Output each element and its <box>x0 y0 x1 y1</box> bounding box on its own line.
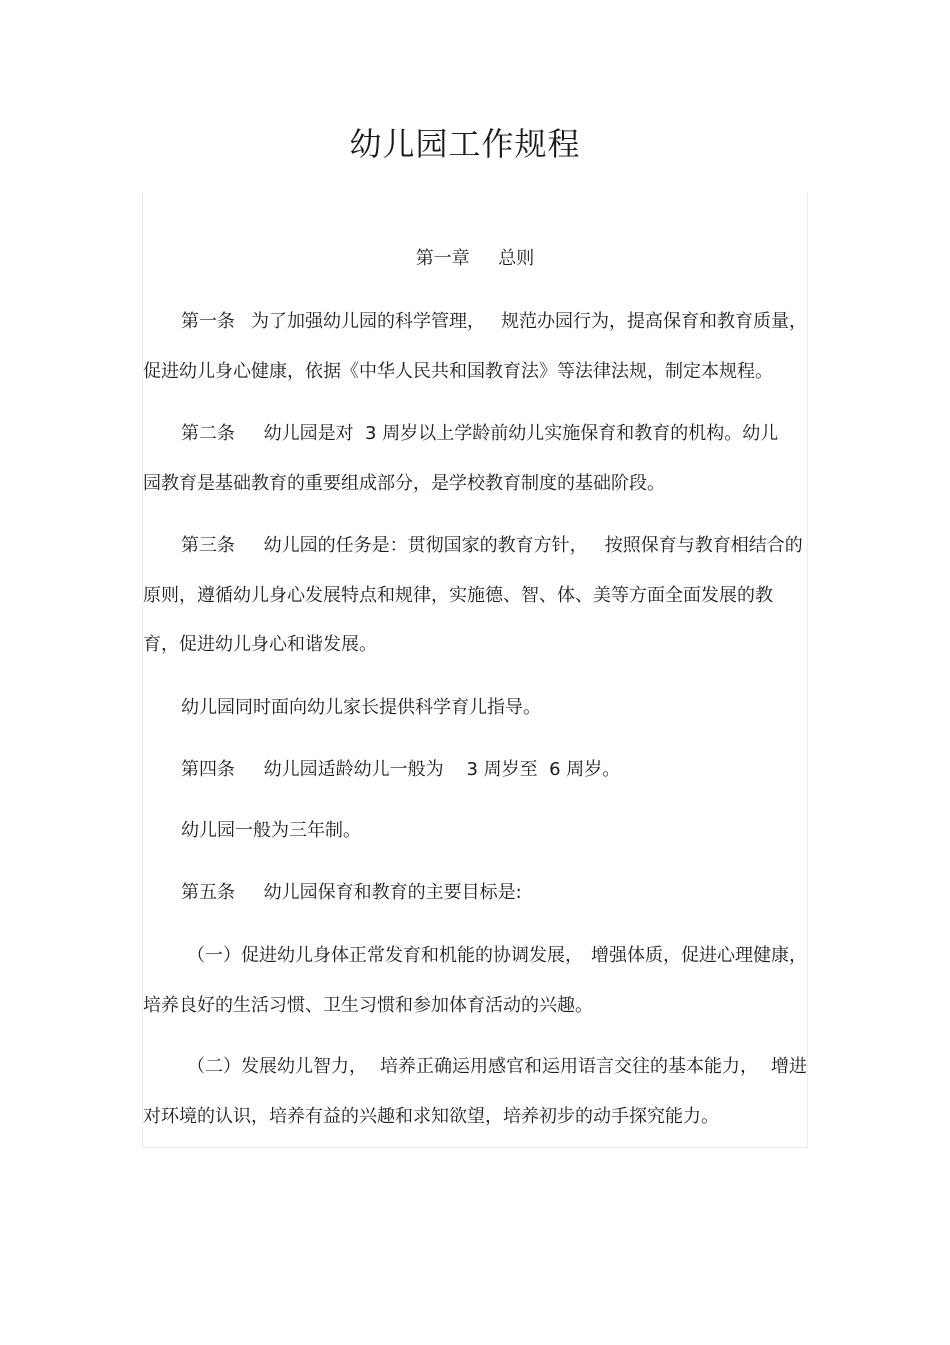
article-4-line-1: 第四条 幼儿园适龄幼儿一般为 3 周岁至 6 周岁。 <box>181 759 621 780</box>
goal-2-text-a: （二）发展幼儿智力， <box>187 1056 367 1077</box>
article-1-label: 第一条 <box>181 311 235 332</box>
article-3-line-2: 原则，遵循幼儿身心发展特点和规律，实施德、智、体、美等方面全面发展的教 <box>143 585 773 606</box>
goal-1-text-b: 增强体质，促进心理健康， <box>591 945 807 966</box>
goal-2-text-b: 培养正确运用感官和运用语言交往的基本能力， <box>380 1056 758 1077</box>
document-content-frame <box>142 192 808 1148</box>
article-1-line-2: 促进幼儿身心健康，依据《中华人民共和国教育法》等法律法规，制定本规程。 <box>143 361 773 382</box>
article-3-paragraph-2: 幼儿园同时面向幼儿家长提供科学育儿指导。 <box>181 697 541 718</box>
goal-2-line-2: 对环境的认识，培养有益的兴趣和求知欲望，培养初步的动手探究能力。 <box>143 1106 719 1127</box>
article-3-line-1: 第三条 幼儿园的任务是：贯彻国家的教育方针， 按照保育与教育相结合的 <box>181 535 803 556</box>
goal-2-text-c: 增进 <box>771 1056 807 1077</box>
goal-1-line-1 <box>143 943 807 969</box>
document-title: 幼儿园工作规程 <box>349 125 581 163</box>
article-2-line-1: 第二条 幼儿园是对 3 周岁以上学龄前幼儿实施保育和教育的机构。幼儿 <box>181 423 779 444</box>
article-1-text-b: 规范办园行为，提高保育和教育质量， <box>501 311 807 332</box>
article-1-text-a: 为了加强幼儿园的科学管理， <box>251 311 485 332</box>
article-4-paragraph-2: 幼儿园一般为三年制。 <box>181 820 361 841</box>
article-1-line-1 <box>143 309 807 335</box>
chapter-heading: 第一章 总则 <box>415 248 535 269</box>
goal-2-line-1 <box>143 1054 807 1080</box>
article-3-line-3: 育，促进幼儿身心和谐发展。 <box>143 634 377 655</box>
article-5-line-1: 第五条 幼儿园保育和教育的主要目标是: <box>181 882 522 903</box>
goal-1-text-a: （一）促进幼儿身体正常发育和机能的协调发展， <box>187 945 583 966</box>
goal-1-line-2: 培养良好的生活习惯、卫生习惯和参加体育活动的兴趣。 <box>143 995 593 1016</box>
article-2-line-2: 园教育是基础教育的重要组成部分，是学校教育制度的基础阶段。 <box>143 473 665 494</box>
